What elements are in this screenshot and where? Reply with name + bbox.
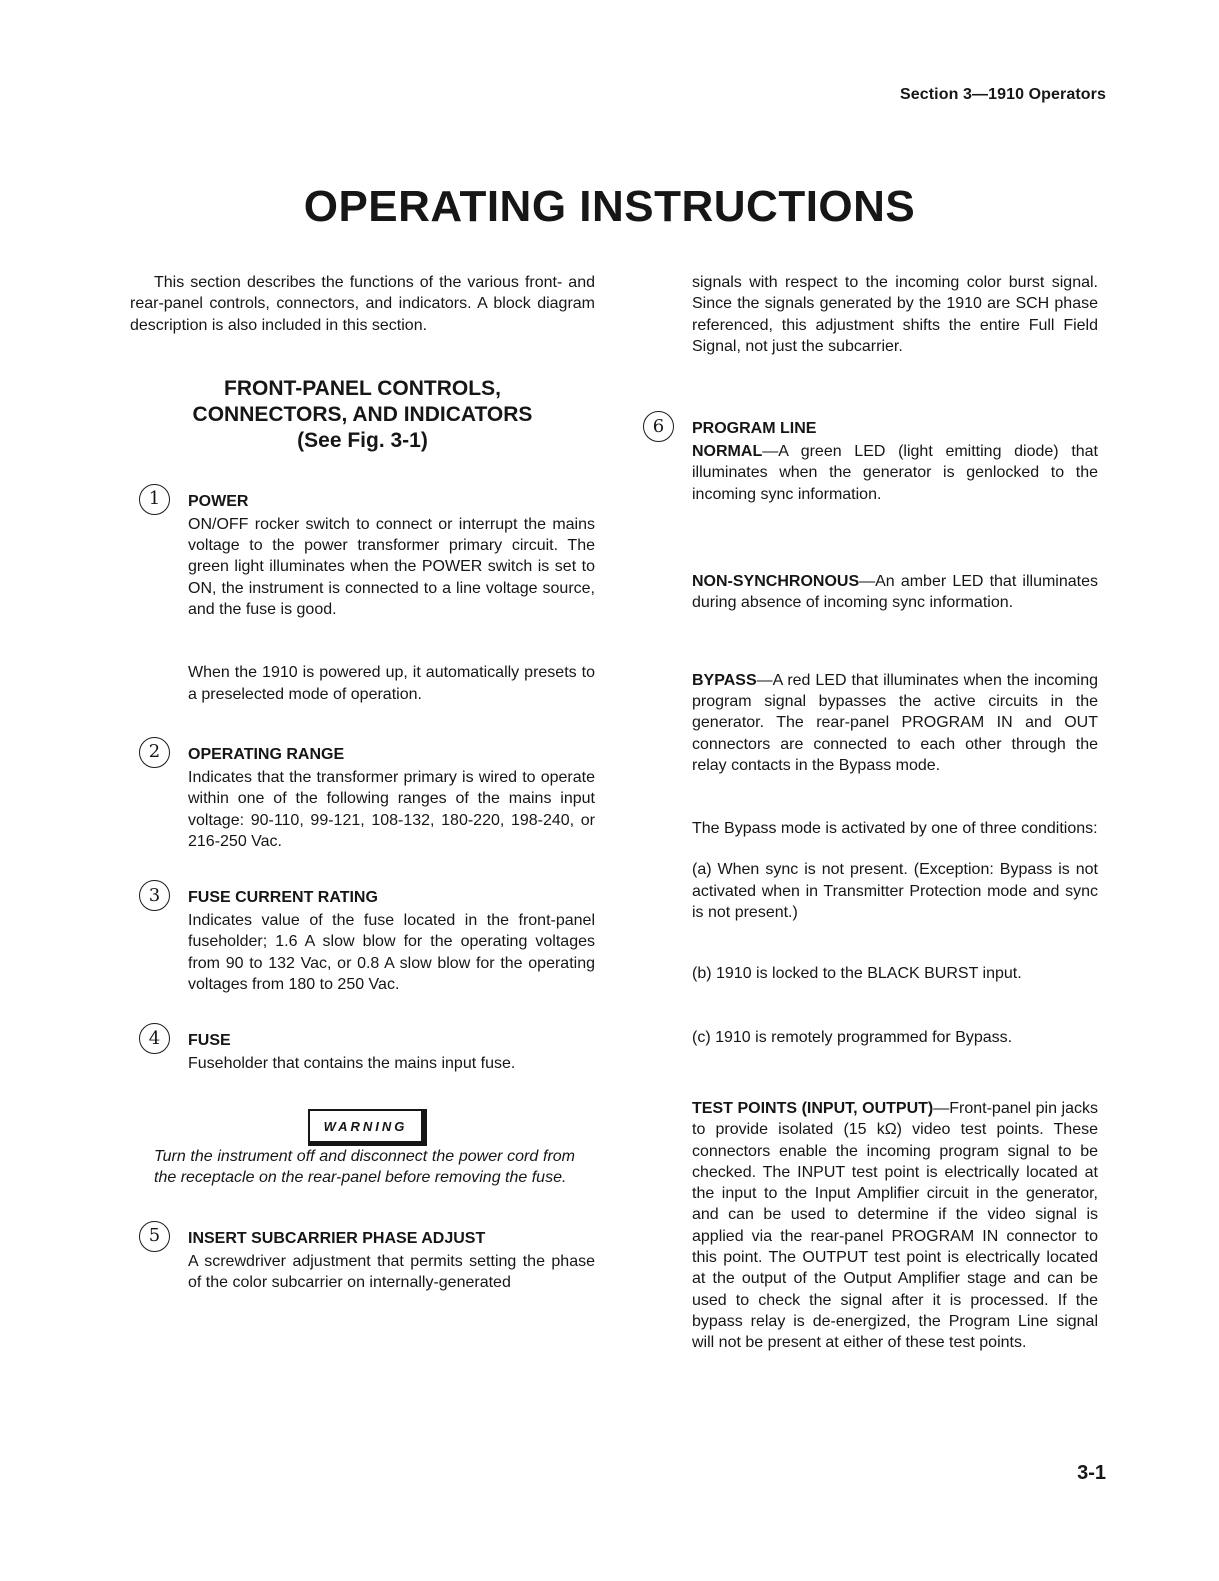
condition-b: (b) 1910 is locked to the BLACK BURST input. (692, 965, 1022, 983)
section-header: Section 3—1910 Operators (899, 86, 1106, 103)
callout-number-1: 1 (139, 484, 170, 515)
item-insert-subcarrier-heading-row (148, 1225, 595, 1251)
item-fuse-current-rating-body: Indicates value of the fuse located in the front-panel fuseholder; 1.6 A slow blow for the operating voltages from 90 to 132 Vac, or 0.8 A slow blow for the operating voltages from 180 to 250 Vac. (188, 912, 595, 994)
test-points-paragraph (692, 1098, 1098, 1354)
warning-text: Turn the instrument off and disconnect the power cord from the receptacle on the rear-panel before removing the fuse. (154, 1147, 575, 1187)
item-fuse-body: Fuseholder that contains the mains input fuse. (188, 1055, 516, 1073)
bypass-lead: BYPASS (692, 671, 757, 689)
item-fuse-current-rating (130, 886, 595, 995)
callout-number-5: 5 (139, 1221, 170, 1252)
intro-paragraph: This section describes the functions of the various front- and rear-panel controls, connectors, and indicators. A block diagram description is also included in this section. (130, 274, 595, 334)
item-power-heading-row (148, 488, 595, 514)
callout-number-6: 6 (643, 411, 674, 442)
item-insert-subcarrier-body: A screwdriver adjustment that permits setting the phase of the color subcarrier on internally-generated (188, 1252, 595, 1291)
bypass-modes-paragraph: The Bypass mode is activated by one of three conditions: (692, 820, 1098, 838)
item-fuse (130, 1029, 595, 1074)
front-panel-heading-line1: FRONT-PANEL CONTROLS, (224, 376, 501, 400)
item-operating-range-heading-row (148, 741, 595, 767)
item-program-line-heading-row (652, 415, 1098, 441)
condition-a: (a) When sync is not present. (Exception: Bypass is not activated when in Transmitter Protection mode and sync is not present.) (692, 861, 1098, 922)
bypass-text: —A red LED that illuminates when the incoming program signal bypasses the active circuits in the generator. The rear-panel PROGRAM IN and OUT connectors are connected to each other through the relay contacts in the Bypass mode. (692, 671, 1098, 774)
test-points-lead: TEST POINTS (INPUT, OUTPUT) (692, 1099, 934, 1117)
front-panel-heading-line3: (See Fig. 3-1) (297, 428, 428, 452)
item-program-line (652, 415, 1098, 505)
item-operating-range-body: Indicates that the transformer primary is wired to operate within one of the following ranges of the mains input voltage: 90-110, 99-121, 108-132, 180-220, 198-240, or 216-250 Vac. (188, 768, 595, 850)
left-column (130, 272, 595, 1293)
item-power-heading: POWER (188, 492, 249, 510)
bypass-paragraph (692, 670, 1098, 776)
item-power-body2: When the 1910 is powered up, it automatically presets to a preselected mode of operation. (188, 664, 595, 703)
front-panel-heading (130, 376, 595, 454)
condition-c: (c) 1910 is remotely programmed for Bypass. (692, 1028, 1013, 1046)
item-fuse-current-rating-heading-row (148, 884, 595, 910)
normal-paragraph (692, 441, 1098, 505)
item-fuse-heading-row (148, 1027, 595, 1053)
normal-lead: NORMAL (692, 443, 763, 461)
item-operating-range-heading: OPERATING RANGE (188, 745, 345, 763)
test-points-text: —Front-panel pin jacks to provide isolated (15 kΩ) video test points. These connectors enable the incoming program signal to be checked. The INPUT test point is electrically located at the input to the Input Amplifier circuit in the generator, and can be used to determine if the video signal is applied via the rear-panel PROGRAM IN connector to this point. The OUTPUT test point is electrically located at the output of the Output Amplifier stage and can be used to check the signal after it is processed. If the bypass relay is de-energized, the Program Line signal will not be present at either of these test points. (692, 1099, 1099, 1352)
subcarrier-continuation: signals with respect to the incoming color burst signal. Since the signals generated by the 1910 are SCH phase referenced, this adjustment shifts the entire Full Field Signal, not just the subcarrier. (692, 274, 1098, 355)
callout-number-3: 3 (139, 880, 170, 911)
nonsync-lead: NON-SYNCHRONOUS (692, 573, 860, 591)
item-power (130, 490, 595, 705)
normal-text: —A green LED (light emitting diode) that illuminates when the generator is genlocked to the incoming sync information. (692, 443, 1098, 503)
page-title: OPERATING INSTRUCTIONS (303, 182, 916, 231)
warning-label: WARNING (308, 1109, 428, 1146)
callout-number-2: 2 (139, 737, 170, 768)
nonsync-text: —An amber LED that illuminates during absence of incoming sync information. (692, 573, 1098, 612)
nonsync-paragraph (692, 571, 1098, 614)
page-number: 3-1 (1077, 1462, 1106, 1484)
item-insert-subcarrier-phase-adjust (130, 1227, 595, 1294)
item-fuse-current-rating-heading: FUSE CURRENT RATING (188, 889, 378, 907)
item-power-body: ON/OFF rocker switch to connect or interrupt the mains voltage to the power transformer primary circuit. The green light illuminates when the POWER switch is set to ON, the instrument is connected to a line voltage source, and the fuse is good. (188, 515, 595, 619)
callout-number-4: 4 (139, 1023, 170, 1054)
item-fuse-heading: FUSE (188, 1032, 231, 1050)
item-operating-range (130, 743, 595, 852)
item-insert-subcarrier-heading: INSERT SUBCARRIER PHASE ADJUST (188, 1229, 486, 1247)
right-column (652, 272, 1099, 1354)
warning-block (130, 1109, 595, 1146)
front-panel-heading-line2: CONNECTORS, AND INDICATORS (192, 402, 533, 426)
item-program-line-heading: PROGRAM LINE (692, 420, 817, 438)
